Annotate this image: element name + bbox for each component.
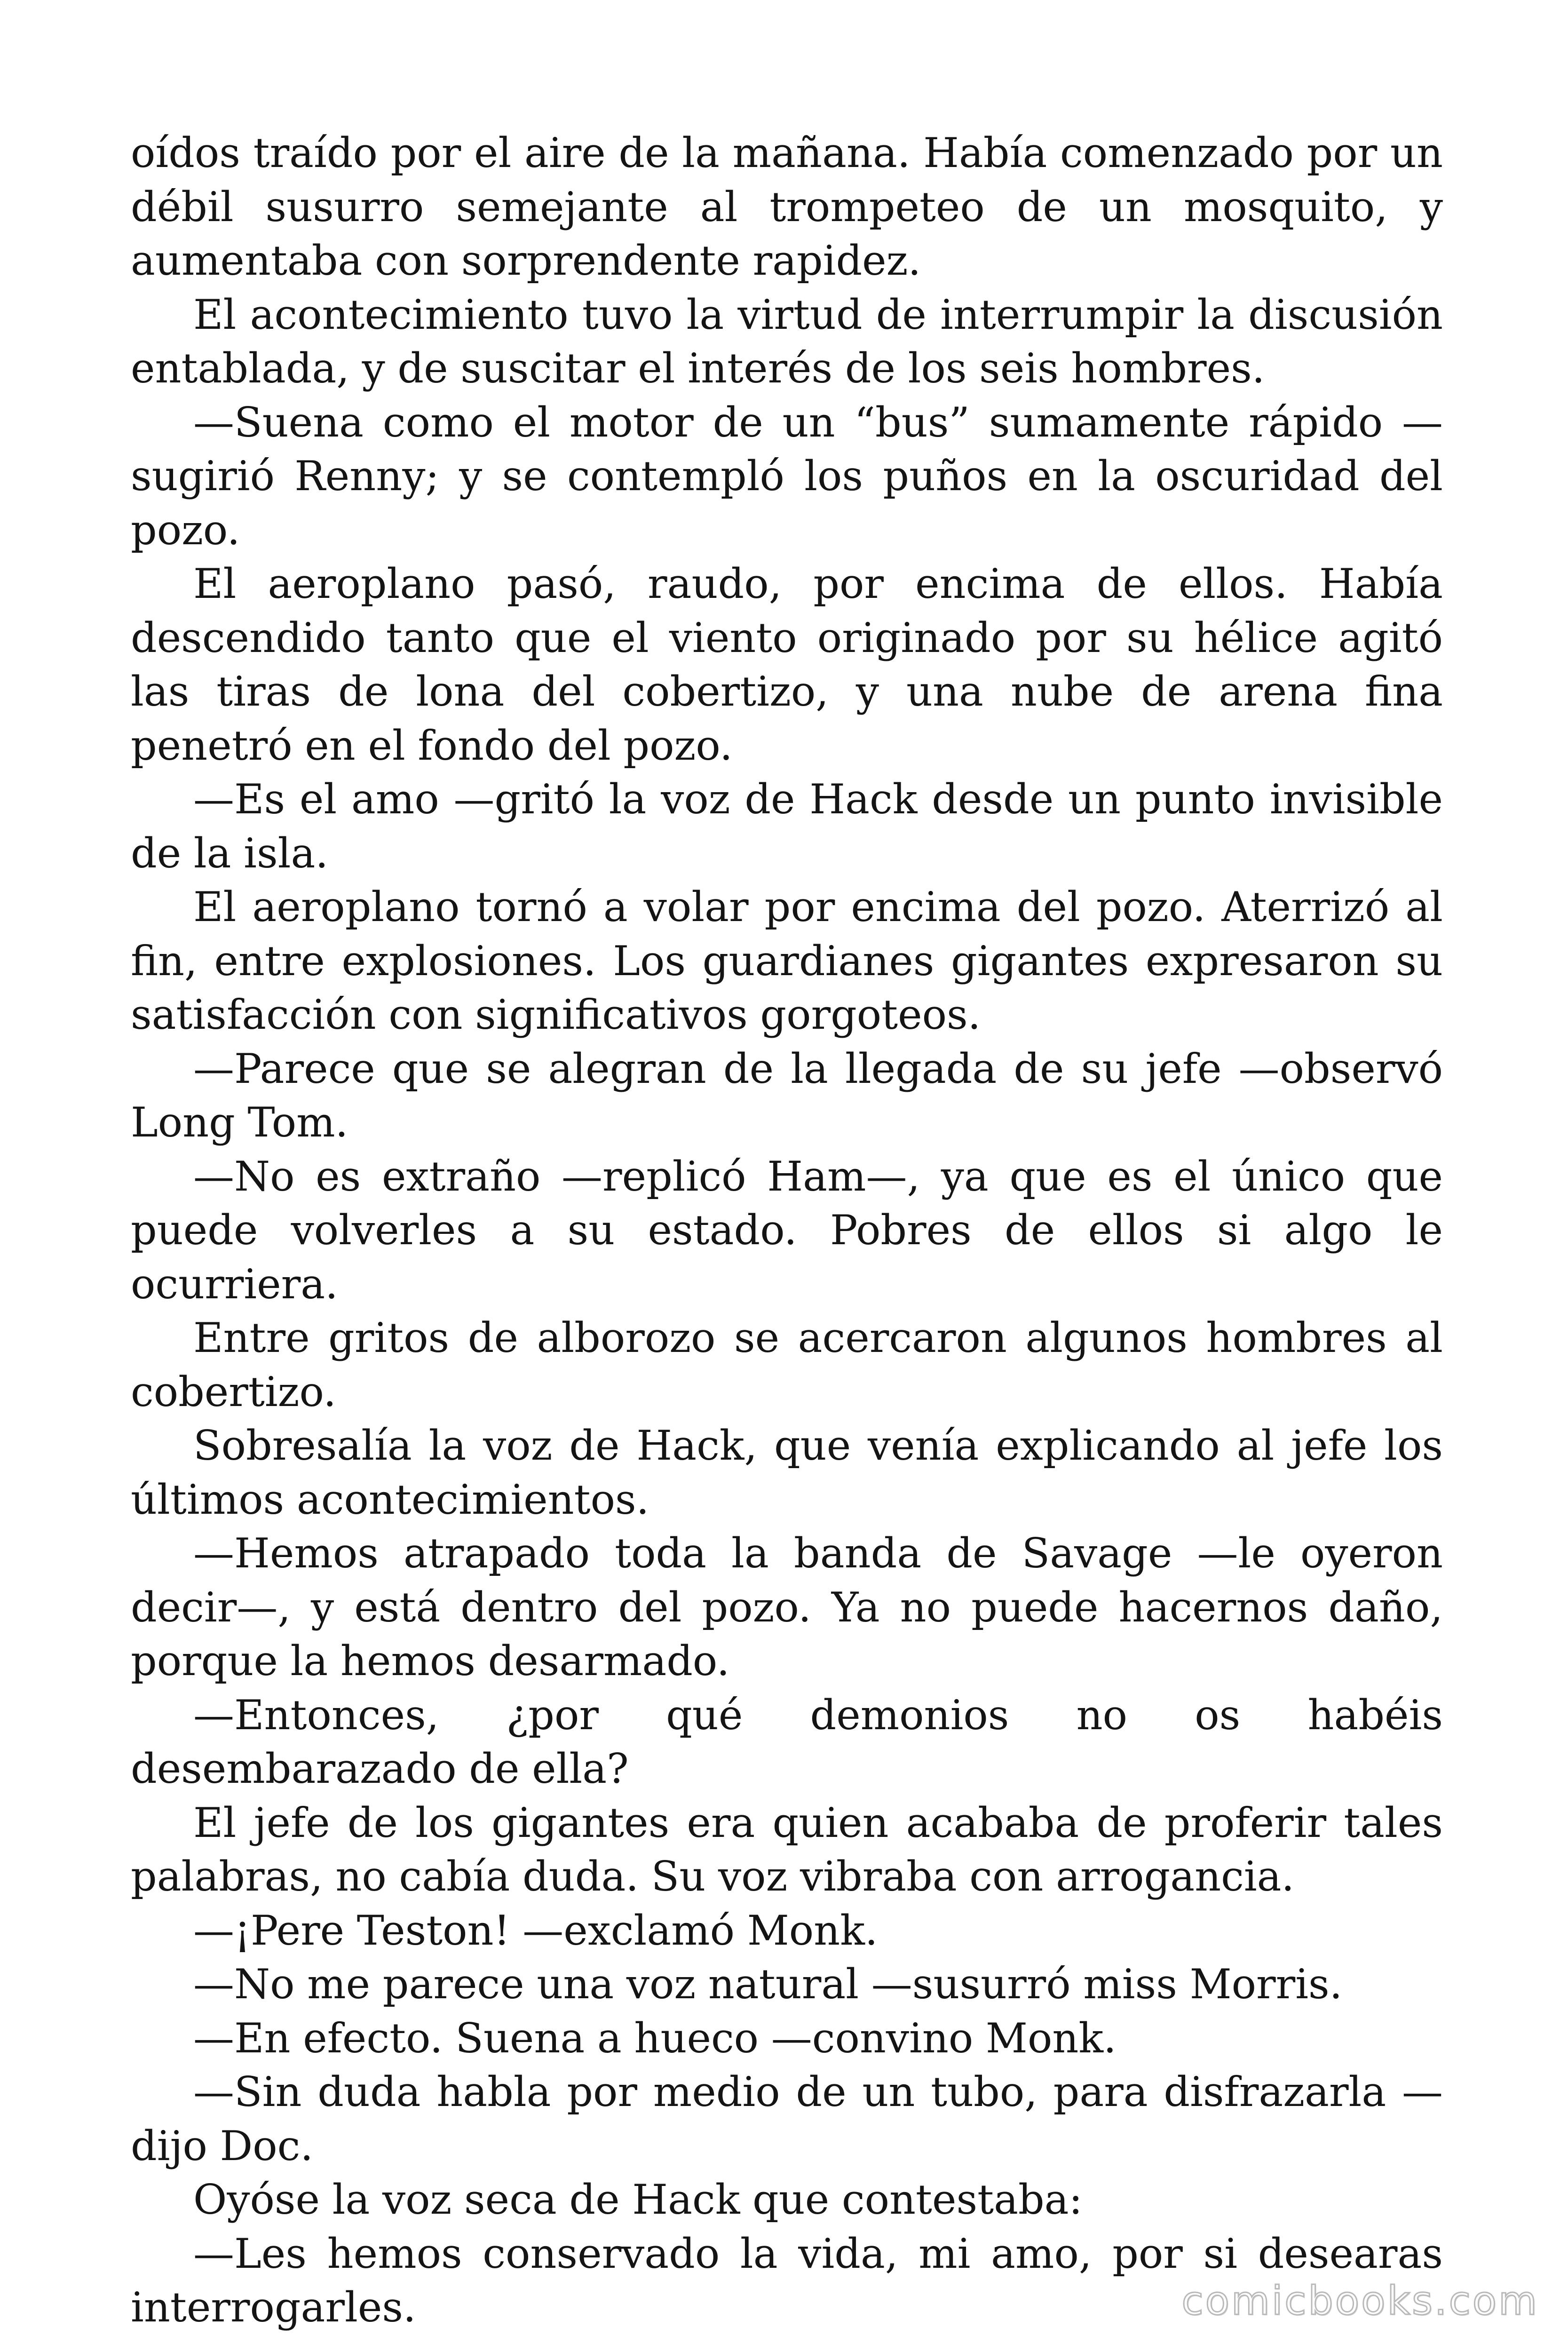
paragraph: Sobresalía la voz de Hack, que venía explicando al jefe los últimos acontecimientos. [131,1422,1443,1524]
body-text [131,126,1443,2335]
paragraph: —Suena como el motor de un “bus” sumamente rápido —sugirió Renny; y se contempló los puños en la oscuridad del pozo. [131,398,1443,554]
paragraph: —Les hemos conservado la vida, mi amo, por si desearas interrogarles. [131,2229,1443,2331]
watermark-text: comicbooks.com [1181,2278,1539,2324]
paragraph: —No es extraño —replicó Ham—, ya que es el único que puede volverles a su estado. Pobres de ellos si algo le ocurriera. [131,1152,1443,1308]
paragraph: —No me parece una voz natural —susurró miss Morris. [193,1960,1343,2008]
paragraph: Entre gritos de alborozo se acercaron algunos hombres al cobertizo. [131,1314,1443,1416]
paragraph: —Sin duda habla por medio de un tubo, para disfrazarla —dijo Doc. [131,2068,1443,2170]
paragraph: —¡Pere Teston! —exclamó Monk. [193,1906,878,1955]
paragraph: El acontecimiento tuvo la virtud de interrumpir la discusión entablada, y de suscitar el interés de los seis hombres. [131,290,1443,392]
paragraph: El jefe de los gigantes era quien acababa de proferir tales palabras, no cabía duda. Su voz vibraba con arrogancia. [131,1798,1443,1900]
paragraph: —Parece que se alegran de la llegada de su jefe —observó Long Tom. [131,1044,1443,1146]
paragraph: —Entonces, ¿por qué demonios no os habéis desembarazado de ella? [131,1691,1443,1793]
paragraph: —Es el amo —gritó la voz de Hack desde un punto invisible de la isla. [131,775,1443,877]
paragraph: Oyóse la voz seca de Hack que contestaba: [193,2176,1083,2224]
paragraph: El aeroplano pasó, raudo, por encima de ellos. Había descendido tanto que el viento originado por su hélice agitó las tiras de lona del cobertizo, y una nube de arena fina penetró en el fondo del pozo. [131,560,1443,770]
paragraph: El aeroplano tornó a volar por encima del pozo. Aterrizó al fin, entre explosiones. Los guardianes gigantes expresaron su satisfacción con significativos gorgoteos. [131,883,1443,1039]
paragraph: —En efecto. Suena a hueco —convino Monk. [193,2014,1117,2062]
paragraph: —Hemos atrapado toda la banda de Savage —le oyeron decir—, y está dentro del pozo. Ya no puede hacernos daño, porque la hemos desarmado. [131,1529,1443,1685]
paragraph: oídos traído por el aire de la mañana. Había comenzado por un débil susurro semejante al trompeteo de un mosquito, y aumentaba con sorprendente rapidez. [131,129,1443,285]
